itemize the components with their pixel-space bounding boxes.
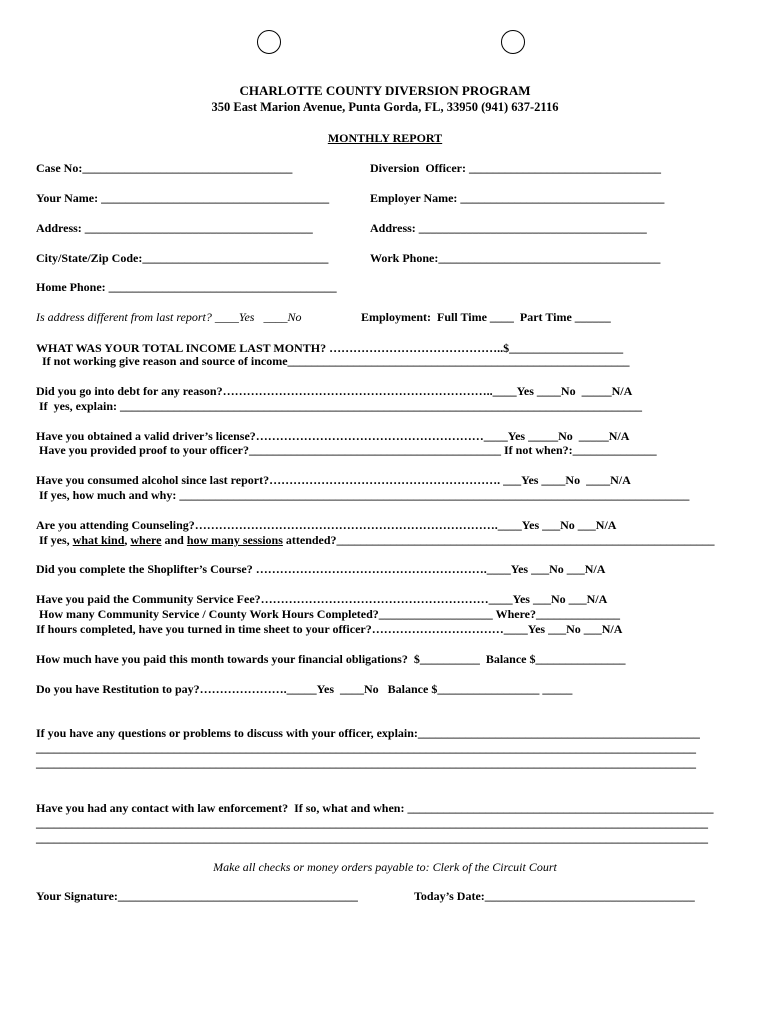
drivers-license-question[interactable]: Have you obtained a valid driver’s license?…………………………………………………____Yes _____No _____N/A	[36, 429, 630, 443]
financial-obligations-field[interactable]: How much have you paid this month towards your financial obligations? $__________ Balance $_______________	[36, 652, 626, 666]
home-phone-field[interactable]: Home Phone: ______________________________________	[36, 280, 337, 294]
report-title: MONTHLY REPORT	[327, 131, 443, 145]
program-address: 350 East Marion Avenue, Punta Gorda, FL, 33950 (941) 637-2116	[211, 100, 559, 114]
counseling-suffix: attended?_______________________________________________________________	[282, 533, 715, 547]
todays-date-field[interactable]: Today’s Date:___________________________________	[414, 889, 695, 903]
counseling-and: and	[161, 533, 187, 547]
counseling-how-many: how many sessions	[186, 533, 283, 547]
counseling-where: where	[130, 533, 162, 547]
your-name-field[interactable]: Your Name: ______________________________________	[36, 191, 330, 205]
law-enforcement-contact-field[interactable]: Have you had any contact with law enforcement? If so, what and when: ___________________________________________________	[36, 801, 714, 815]
debt-question[interactable]: Did you go into debt for any reason?…………………………………………………………..____Yes ____No _____N/A	[36, 384, 633, 398]
signature-field[interactable]: Your Signature:________________________________________	[36, 889, 358, 903]
hole-punch-left	[257, 30, 281, 54]
case-no-field[interactable]: Case No:___________________________________	[36, 161, 293, 175]
alcohol-question[interactable]: Have you consumed alcohol since last report?…………………………………………………. ___Yes ____No ____N/A	[36, 473, 631, 487]
officer-questions-line-3[interactable]: ______________________________________________________________________________________________________________	[36, 756, 696, 770]
counseling-details-field[interactable]	[36, 533, 715, 547]
counseling-comma: ,	[124, 533, 131, 547]
employment-status-field[interactable]: Employment: Full Time ____ Part Time ______	[361, 310, 611, 324]
hole-punch-right	[501, 30, 525, 54]
total-income-question[interactable]: WHAT WAS YOUR TOTAL INCOME LAST MONTH? ……………………………………..$___________________	[36, 341, 624, 355]
community-service-fee-question[interactable]: Have you paid the Community Service Fee?…………………………………………………____Yes ___No ___N/A	[36, 592, 608, 606]
diversion-officer-field[interactable]: Diversion Officer: ________________________________	[370, 161, 661, 175]
officer-questions-field[interactable]: If you have any questions or problems to discuss with your officer, explain:_______________________________________________	[36, 726, 700, 740]
city-state-zip-field[interactable]: City/State/Zip Code:_______________________________	[36, 251, 329, 265]
work-phone-field[interactable]: Work Phone:_____________________________________	[370, 251, 661, 265]
employer-name-field[interactable]: Employer Name: __________________________________	[370, 191, 665, 205]
shoplifter-course-question[interactable]: Did you complete the Shoplifter’s Course? ………………………………………………….____Yes ___No ___N/A	[36, 562, 606, 576]
restitution-question[interactable]: Do you have Restitution to pay?…………………._____Yes ____No Balance $_________________ _____	[36, 682, 573, 696]
employer-address-field[interactable]: Address: ______________________________________	[370, 221, 647, 235]
counseling-what-kind: what kind	[72, 533, 125, 547]
income-reason-field[interactable]: If not working give reason and source of income_________________________________________________________	[36, 354, 630, 368]
law-enforcement-line-3[interactable]: ________________________________________________________________________________________________________________	[36, 831, 708, 845]
officer-questions-line-2[interactable]: ______________________________________________________________________________________________________________	[36, 741, 696, 755]
address-different-question[interactable]: Is address different from last report? ____Yes ____No	[36, 310, 302, 324]
form-title: CHARLOTTE COUNTY DIVERSION PROGRAM	[239, 83, 531, 98]
community-hours-field[interactable]: How many Community Service / County Work Hours Completed?___________________ Where?______________	[36, 607, 620, 621]
license-proof-field[interactable]: Have you provided proof to your officer?__________________________________________ If not when?:______________	[36, 443, 657, 457]
counseling-prefix: If yes,	[36, 533, 73, 547]
alcohol-explain-field[interactable]: If yes, how much and why: _____________________________________________________________________________________	[36, 488, 690, 502]
address-field[interactable]: Address: ______________________________________	[36, 221, 313, 235]
counseling-question[interactable]: Are you attending Counseling?………………………………………………………………….____Yes ___No ___N/A	[36, 518, 617, 532]
payable-note: Make all checks or money orders payable to: Clerk of the Circuit Court	[213, 860, 557, 874]
debt-explain-field[interactable]: If yes, explain: _______________________________________________________________________________________	[36, 399, 642, 413]
time-sheet-question[interactable]: If hours completed, have you turned in time sheet to your officer?……………………………____Yes ___No ___N/A	[36, 622, 623, 636]
law-enforcement-line-2[interactable]: ________________________________________________________________________________________________________________	[36, 816, 708, 830]
